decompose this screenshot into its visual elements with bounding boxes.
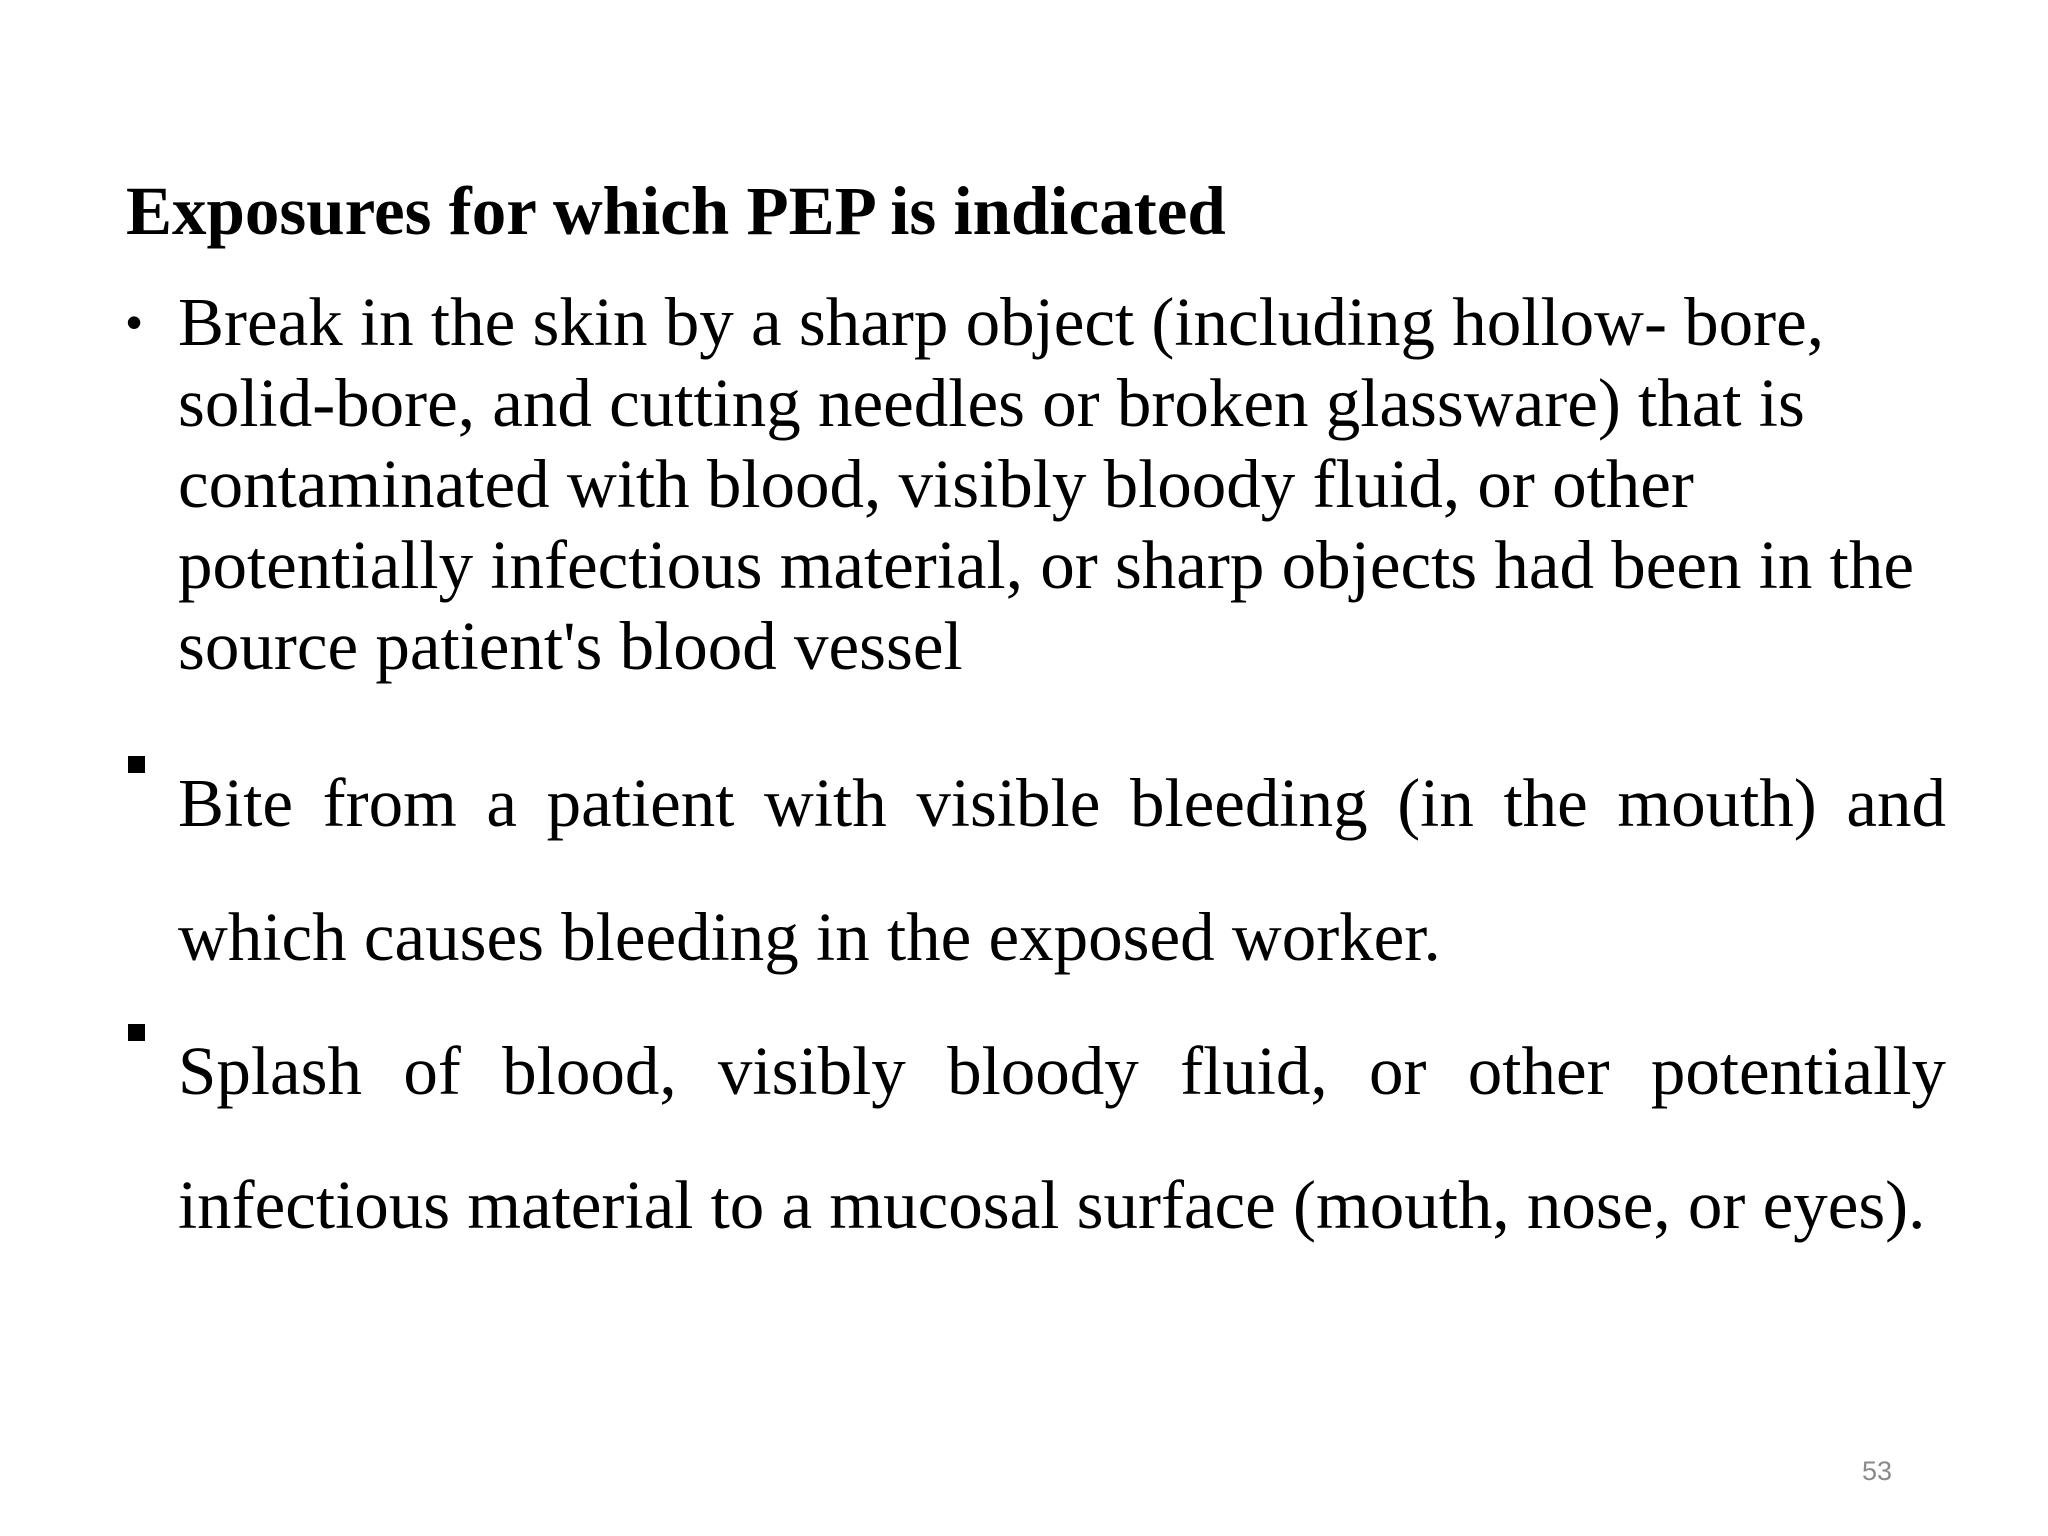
square-bullet-icon [128, 1024, 145, 1041]
bullet-text: Break in the skin by a sharp object (including hollow- bore, solid-bore, and cutting needles or broken glassware) that is contaminated with blood, visibly bloody fluid, or other potentially infectious material, or sharp objects had been in the source patient's blood vessel [178, 284, 1914, 684]
bullet-text: Splash of blood, visibly bloody fluid, or other potentially infectious material to a mucosal surface (mouth, nose, or eyes). [178, 1033, 1946, 1243]
round-bullet-icon: • [126, 296, 143, 348]
bullet-text: Bite from a patient with visible bleeding (in the mouth) and which causes bleeding in the exposed worker. [178, 765, 1946, 975]
page-number: 53 [1862, 1456, 1893, 1486]
slide-title: Exposures for which PEP is indicated [126, 173, 1226, 249]
square-bullet-icon [128, 756, 145, 773]
